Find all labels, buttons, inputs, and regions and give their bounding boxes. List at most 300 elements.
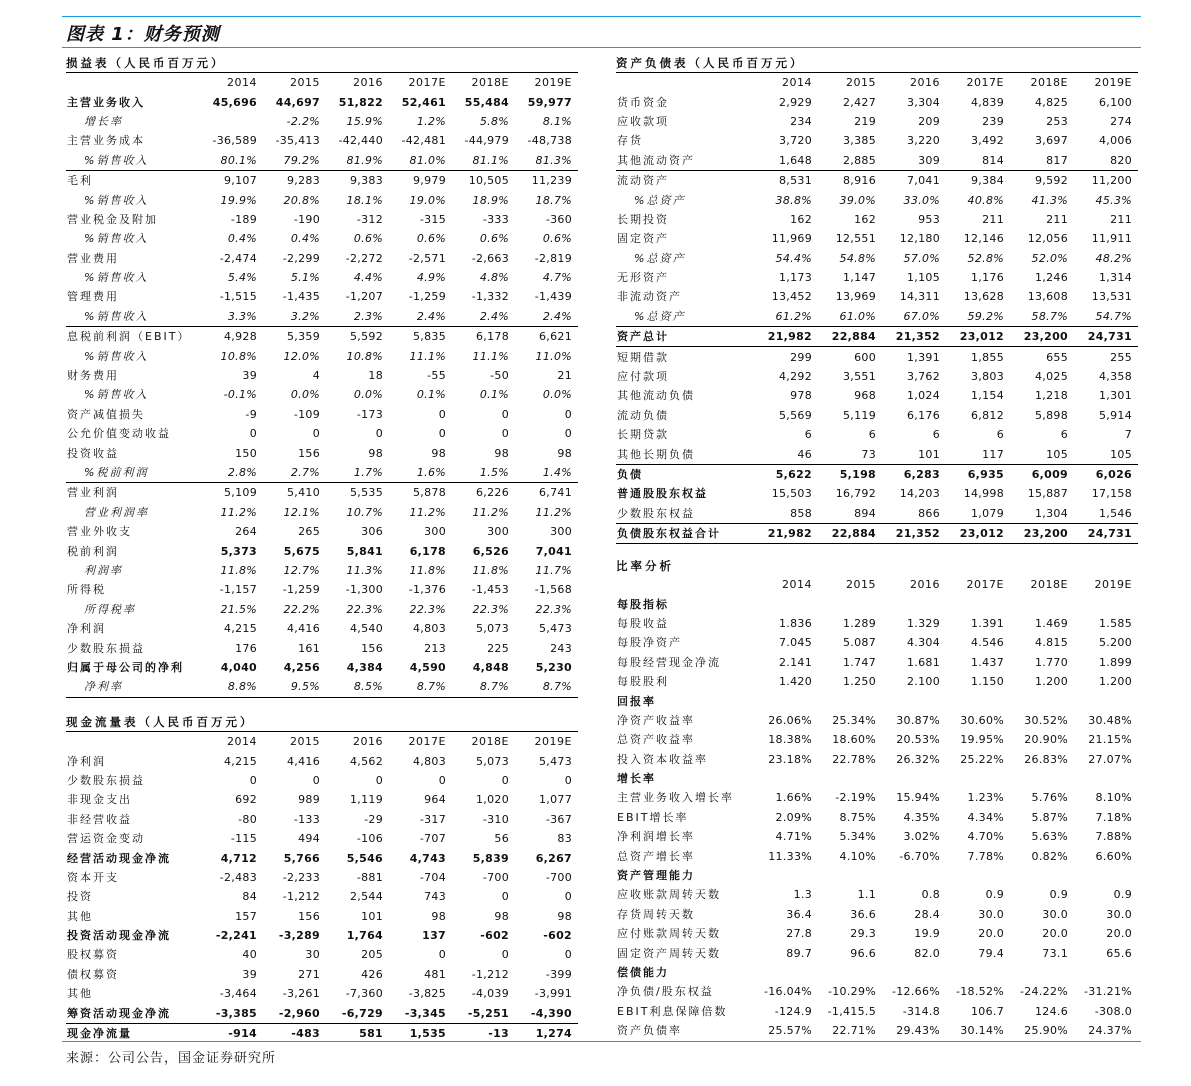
value-cell: 13,452 <box>771 290 812 304</box>
value-cell: 211 <box>1110 212 1132 226</box>
table-row <box>66 887 578 906</box>
value-cell: 22.2% <box>283 602 320 616</box>
value-cell: 4,040 <box>220 660 257 674</box>
value-cell: -7,360 <box>345 987 383 1001</box>
table-row <box>616 614 1138 633</box>
value-cell: 81.0% <box>389 151 452 171</box>
value-cell: 79.4 <box>978 946 1004 960</box>
year-header: 2015 <box>290 76 320 90</box>
value-cell: 30 <box>305 948 320 962</box>
value-cell: 10.8% <box>346 349 383 363</box>
row-label: 每股净资产 <box>617 636 682 650</box>
row-label: 管理费用 <box>67 290 119 304</box>
value-cell: 5,878 <box>413 486 446 500</box>
value-cell: 30.48% <box>1088 713 1132 727</box>
row-label: 普通股股东权益 <box>617 487 708 501</box>
value-cell: 11.0% <box>535 349 572 363</box>
value-cell: 5,073 <box>476 754 509 768</box>
value-cell: 8.75% <box>839 810 876 824</box>
value-cell: 12.7% <box>283 563 320 577</box>
income-statement <box>66 55 578 698</box>
row-label: %销售收入 <box>84 193 149 207</box>
value-cell: 11.2% <box>535 505 572 519</box>
value-cell: 9,383 <box>350 174 383 188</box>
value-cell <box>1074 866 1138 885</box>
table-row <box>66 463 578 483</box>
value-cell: -704 <box>419 870 446 884</box>
value-cell: 1.23% <box>967 791 1004 805</box>
table-row <box>66 829 578 848</box>
table-row <box>616 229 1138 248</box>
value-cell: 4.71% <box>775 830 812 844</box>
value-cell: 46 <box>754 444 818 464</box>
value-cell: 27.07% <box>1088 752 1132 766</box>
value-cell: 5.76% <box>1031 791 1068 805</box>
row-label: 总资产收益率 <box>617 733 695 747</box>
value-cell: 4,384 <box>346 660 383 674</box>
value-cell: 5,622 <box>775 468 812 481</box>
value-cell: -0.1% <box>223 388 257 402</box>
value-cell: 8.7% <box>515 677 578 697</box>
value-cell: 82.0 <box>914 946 940 960</box>
table-row <box>66 268 578 287</box>
value-cell: 0.4% <box>227 232 257 246</box>
table-row <box>616 846 1138 865</box>
value-cell <box>946 769 1010 788</box>
value-cell: -2,233 <box>282 870 320 884</box>
ratio-analysis-title: 比率分析 <box>616 559 674 573</box>
value-cell: 11.1% <box>472 349 509 363</box>
table-row <box>616 504 1138 524</box>
value-cell: -333 <box>482 212 509 226</box>
value-cell: -700 <box>482 870 509 884</box>
value-cell <box>754 769 818 788</box>
value-cell: 600 <box>854 350 876 364</box>
value-cell: 0 <box>249 427 257 441</box>
header-row <box>66 732 578 751</box>
value-cell: 8.7% <box>389 677 452 697</box>
table-row <box>616 367 1138 386</box>
value-cell: 4.35% <box>903 810 940 824</box>
value-cell: 3,492 <box>971 134 1004 148</box>
table-row <box>616 170 1138 190</box>
row-label: %总资产 <box>616 307 754 327</box>
table-row <box>616 653 1138 672</box>
value-cell: 6,283 <box>903 468 940 481</box>
value-cell: 20.0 <box>1042 927 1068 941</box>
value-cell: -2,571 <box>408 251 446 265</box>
value-cell: 21,982 <box>754 523 818 543</box>
value-cell <box>882 769 946 788</box>
value-cell: 30.14% <box>960 1024 1004 1038</box>
row-label: 营运资金变动 <box>67 832 145 846</box>
value-cell: 4,803 <box>413 622 446 636</box>
row-label: 资产减值损失 <box>67 407 145 421</box>
value-cell: 14,203 <box>899 487 940 501</box>
value-cell: 2,929 <box>779 95 812 109</box>
table-row <box>66 443 578 462</box>
value-cell: -10.29% <box>827 985 876 999</box>
value-cell: 581 <box>326 1023 389 1043</box>
value-cell: 3.3% <box>200 307 263 327</box>
row-label: 固定资产 <box>617 232 669 246</box>
source-note: 来源：公司公告，国金证券研究所 <box>66 1051 277 1066</box>
row-label: 净利润增长率 <box>617 830 695 844</box>
row-label: 股权募资 <box>67 948 119 962</box>
value-cell: 0 <box>249 773 257 787</box>
row-label: EBIT利息保障倍数 <box>617 1004 728 1018</box>
value-cell: 5.200 <box>1099 636 1132 650</box>
table-row <box>616 1021 1138 1040</box>
value-cell: -310 <box>482 812 509 826</box>
value-cell: -42,481 <box>401 134 446 148</box>
value-cell: 5,675 <box>283 544 320 558</box>
value-cell: -314.8 <box>902 1004 940 1018</box>
table-row <box>66 926 578 945</box>
table-row <box>66 346 578 365</box>
value-cell: 10.7% <box>346 505 383 519</box>
value-cell: 30.87% <box>896 713 940 727</box>
value-cell: 2,885 <box>818 151 882 171</box>
table-row <box>66 327 578 347</box>
value-cell: 1,119 <box>350 793 383 807</box>
value-cell: 20.53% <box>896 733 940 747</box>
table-row <box>616 982 1138 1001</box>
value-cell: 150 <box>235 446 257 460</box>
value-cell: 0 <box>564 427 572 441</box>
value-cell: 0 <box>312 773 320 787</box>
value-cell: 2.4% <box>515 307 578 327</box>
value-cell: 0 <box>564 890 572 904</box>
value-cell: -1,568 <box>534 583 572 597</box>
value-cell: 4,562 <box>350 754 383 768</box>
value-cell <box>1010 963 1074 982</box>
table-row <box>66 945 578 964</box>
value-cell: 22.78% <box>832 752 876 766</box>
table-row <box>66 385 578 404</box>
value-cell: 54.7% <box>1074 307 1138 327</box>
value-cell: 4 <box>312 369 320 383</box>
value-cell: -50 <box>490 369 509 383</box>
value-cell: -2.2% <box>286 114 320 128</box>
value-cell: -367 <box>545 812 572 826</box>
balance-sheet-title: 资产负债表（人民币百万元） <box>616 55 1138 73</box>
value-cell: 1.391 <box>971 616 1004 630</box>
value-cell: -4,390 <box>530 1006 572 1020</box>
value-cell: 9,592 <box>1035 174 1068 188</box>
value-cell: 11.2% <box>220 505 257 519</box>
value-cell: 299 <box>790 350 812 364</box>
value-cell <box>1010 769 1074 788</box>
value-cell: -2.19% <box>835 791 876 805</box>
value-cell: 18.38% <box>768 733 812 747</box>
row-label: %销售收入 <box>84 271 149 285</box>
value-cell: 40 <box>242 948 257 962</box>
value-cell: -3,261 <box>282 987 320 1001</box>
value-cell: -48,738 <box>527 134 572 148</box>
row-label: 现金净流量 <box>66 1023 200 1043</box>
value-cell: 1.4% <box>515 463 578 483</box>
value-cell: 1.7% <box>326 463 389 483</box>
value-cell: 98 <box>494 446 509 460</box>
value-cell: 4.10% <box>839 849 876 863</box>
row-label: 利润率 <box>84 563 123 577</box>
value-cell <box>818 594 882 613</box>
value-cell: 209 <box>918 114 940 128</box>
value-cell: 0.6% <box>479 232 509 246</box>
value-cell: -700 <box>545 870 572 884</box>
value-cell: 5.34% <box>839 830 876 844</box>
value-cell: 271 <box>298 967 320 981</box>
row-label: %销售收入 <box>66 307 200 327</box>
table-row <box>66 405 578 424</box>
table-row <box>66 984 578 1003</box>
value-cell: 1,648 <box>754 151 818 171</box>
value-cell: 44,697 <box>275 95 320 109</box>
value-cell: 1,301 <box>1099 389 1132 403</box>
row-label: 其他 <box>67 909 93 923</box>
value-cell: 105 <box>1074 444 1138 464</box>
table-row <box>616 827 1138 846</box>
value-cell <box>946 691 1010 710</box>
value-cell: 1,391 <box>907 350 940 364</box>
value-cell: 5,839 <box>472 851 509 865</box>
value-cell <box>946 594 1010 613</box>
value-cell: -190 <box>293 212 320 226</box>
value-cell <box>1010 691 1074 710</box>
value-cell: 12.0% <box>283 349 320 363</box>
value-cell: 0 <box>501 773 509 787</box>
value-cell: 1.437 <box>971 655 1004 669</box>
row-label: 回报率 <box>617 694 656 708</box>
value-cell: 0 <box>375 427 383 441</box>
value-cell: -42,440 <box>338 134 383 148</box>
value-cell: 18.1% <box>346 193 383 207</box>
value-cell: 1.200 <box>1099 675 1132 689</box>
value-cell: 213 <box>424 641 446 655</box>
table-row <box>66 541 578 560</box>
value-cell: 6,178 <box>409 544 446 558</box>
value-cell: 12,056 <box>1027 232 1068 246</box>
value-cell: 73.1 <box>1042 946 1068 960</box>
row-label: 每股指标 <box>617 597 669 611</box>
table-row <box>66 1003 578 1023</box>
value-cell: 309 <box>882 151 946 171</box>
value-cell: 20.8% <box>283 193 320 207</box>
value-cell: -2,960 <box>278 1006 320 1020</box>
value-cell: 4,540 <box>350 622 383 636</box>
value-cell: 0 <box>438 407 446 421</box>
value-cell: 4,025 <box>1035 370 1068 384</box>
header-row <box>616 575 1138 594</box>
value-cell: 5,898 <box>1035 408 1068 422</box>
value-cell: 40.8% <box>967 193 1004 207</box>
year-header: 2019E <box>1094 76 1132 90</box>
value-cell: 65.6 <box>1106 946 1132 960</box>
value-cell: 11,239 <box>531 174 572 188</box>
value-cell: 22.3% <box>409 602 446 616</box>
value-cell: -2,819 <box>534 251 572 265</box>
value-cell: -1,259 <box>282 583 320 597</box>
value-cell: 814 <box>946 151 1010 171</box>
header-row <box>66 73 578 92</box>
value-cell <box>818 963 882 982</box>
value-cell: 4.34% <box>967 810 1004 824</box>
cashflow-table <box>66 732 578 1043</box>
value-cell: 5,569 <box>779 408 812 422</box>
value-cell: 2,544 <box>350 890 383 904</box>
year-header: 2014 <box>782 578 812 592</box>
value-cell: 1.770 <box>1035 655 1068 669</box>
table-row <box>616 769 1138 788</box>
table-row <box>616 151 1138 171</box>
value-cell: 106.7 <box>971 1004 1004 1018</box>
row-label: 少数股东损益 <box>67 773 145 787</box>
value-cell: 1,246 <box>1035 271 1068 285</box>
value-cell: -115 <box>230 832 257 846</box>
value-cell: 6,526 <box>472 544 509 558</box>
value-cell: -602 <box>480 929 509 943</box>
value-cell <box>1010 594 1074 613</box>
value-cell: 817 <box>1010 151 1074 171</box>
value-cell: 866 <box>918 506 940 520</box>
value-cell: 4,839 <box>971 95 1004 109</box>
value-cell: 80.1% <box>200 151 263 171</box>
value-cell: 4,256 <box>283 660 320 674</box>
value-cell: 26.06% <box>768 713 812 727</box>
value-cell: 11,200 <box>1091 174 1132 188</box>
value-cell: 5.63% <box>1031 830 1068 844</box>
value-cell: 0 <box>438 427 446 441</box>
value-cell: 51,822 <box>338 95 383 109</box>
value-cell: 24.37% <box>1088 1024 1132 1038</box>
value-cell: 7.045 <box>779 636 812 650</box>
row-label: 净负债/股东权益 <box>617 985 714 999</box>
value-cell: 5,109 <box>224 486 257 500</box>
value-cell: 83 <box>557 832 572 846</box>
value-cell: 1.3 <box>793 888 812 902</box>
table-row <box>66 848 578 867</box>
value-cell: 1.150 <box>971 675 1004 689</box>
value-cell: 59,977 <box>527 95 572 109</box>
value-cell <box>1074 594 1138 613</box>
table-row <box>616 866 1138 885</box>
value-cell: 11.2% <box>409 505 446 519</box>
table-row <box>616 750 1138 769</box>
value-cell: 6 <box>804 428 812 442</box>
value-cell: 0.9 <box>1049 888 1068 902</box>
value-cell: 1.420 <box>779 675 812 689</box>
table-row <box>616 464 1138 484</box>
row-label: 偿债能力 <box>617 966 669 979</box>
value-cell: 5,410 <box>287 486 320 500</box>
value-cell: -1,415.5 <box>827 1004 876 1018</box>
table-row <box>616 307 1138 327</box>
value-cell: -3,385 <box>215 1006 257 1020</box>
value-cell: 234 <box>790 114 812 128</box>
value-cell: 17,158 <box>1091 487 1132 501</box>
year-header: 2019E <box>534 735 572 749</box>
title-rule <box>62 47 1141 48</box>
value-cell: 6 <box>868 428 876 442</box>
value-cell: -12.66% <box>891 985 940 999</box>
value-cell: 0 <box>501 427 509 441</box>
year-header: 2019E <box>1094 578 1132 592</box>
value-cell: 4,825 <box>1035 95 1068 109</box>
row-label: 投资 <box>67 890 93 904</box>
value-cell: 7 <box>1124 428 1132 442</box>
value-cell: -80 <box>238 812 257 826</box>
value-cell: 4,358 <box>1099 370 1132 384</box>
value-cell: 21,352 <box>882 327 946 347</box>
year-header: 2018E <box>471 76 509 90</box>
row-label: 应收账款周转天数 <box>617 888 721 902</box>
value-cell: 176 <box>235 641 257 655</box>
table-row <box>66 580 578 599</box>
value-cell: 10,505 <box>468 174 509 188</box>
value-cell: -1,515 <box>219 290 257 304</box>
value-cell: 3,385 <box>843 134 876 148</box>
value-cell: 22.71% <box>832 1024 876 1038</box>
value-cell: 968 <box>854 389 876 403</box>
value-cell: 0.6% <box>542 232 572 246</box>
value-cell: 5,841 <box>346 544 383 558</box>
value-cell: 1,077 <box>539 793 572 807</box>
table-row <box>616 210 1138 229</box>
value-cell: 0 <box>501 407 509 421</box>
value-cell: 4.304 <box>907 636 940 650</box>
value-cell: 19.0% <box>409 193 446 207</box>
value-cell: 0 <box>564 773 572 787</box>
value-cell: -317 <box>419 812 446 826</box>
top-rule <box>62 16 1141 17</box>
year-header: 2015 <box>846 76 876 90</box>
value-cell: -1,439 <box>534 290 572 304</box>
value-cell: -881 <box>356 870 383 884</box>
value-cell: 54.8% <box>839 251 876 265</box>
value-cell: 22,884 <box>818 327 882 347</box>
value-cell: 6,267 <box>535 851 572 865</box>
table-row <box>66 619 578 638</box>
value-cell: 2.3% <box>326 307 389 327</box>
value-cell: 36.6 <box>850 907 876 921</box>
value-cell: 25.34% <box>832 713 876 727</box>
value-cell: 1,176 <box>971 271 1004 285</box>
value-cell: 6,026 <box>1095 468 1132 481</box>
header-blank <box>616 575 754 594</box>
value-cell: 264 <box>235 525 257 539</box>
value-cell: 36.4 <box>786 907 812 921</box>
value-cell: 7.88% <box>1095 830 1132 844</box>
value-cell: 79.2% <box>263 151 326 171</box>
year-header: 2018E <box>1030 76 1068 90</box>
value-cell: 22.3% <box>346 602 383 616</box>
value-cell: -315 <box>419 212 446 226</box>
value-cell: 1.200 <box>1035 675 1068 689</box>
value-cell: 98 <box>368 446 383 460</box>
value-cell: 26.83% <box>1024 752 1068 766</box>
value-cell: 30.0 <box>978 907 1004 921</box>
value-cell: 6 <box>1060 428 1068 442</box>
row-label: 长期投资 <box>617 212 669 226</box>
value-cell: 4.7% <box>542 271 572 285</box>
year-header: 2015 <box>846 578 876 592</box>
value-cell: 0.0% <box>353 388 383 402</box>
row-label: 净利率 <box>66 677 200 697</box>
value-cell: -1,300 <box>345 583 383 597</box>
value-cell: 11.7% <box>535 563 572 577</box>
value-cell: -29 <box>364 812 383 826</box>
